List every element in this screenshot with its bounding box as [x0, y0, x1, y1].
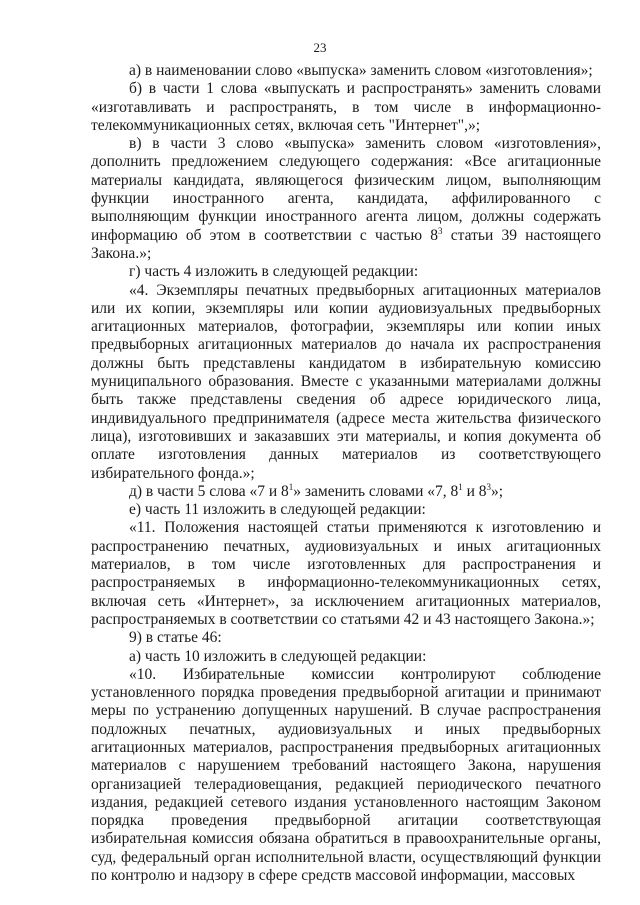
paragraph-v — [91, 135, 601, 263]
paragraph-part-10: «10. Избирательные комиссии контролируют соблюдение установленного порядка проведения предвыборной агитации и принимают меры по устранению допущенных нарушений. В случае распространения подложных печатных, аудиовизуальных и иных предвыборных агитационных материалов, распространения предвыборных агитационных материалов с нарушением требований настоящего Закона, нарушения организацией телерадиовещания, редакцией периодического печатного издания, редакцией сетевого издания установленного настоящим Законом порядка проведения предвыборной агитации соответствующая избирательная комиссия обязана обратиться в правоохранительные органы, суд, федеральный орган исполнительной власти, осуществляющий функции по контролю и надзору в сфере средств массовой информации, массовых — [91, 665, 601, 885]
document-body — [91, 62, 601, 885]
paragraph-d-text-4: »; — [491, 482, 504, 500]
paragraph-v-text-end: статьи 39 настоящего Закона.»; — [91, 226, 602, 262]
paragraph-g: г) часть 4 изложить в следующей редакции: — [129, 263, 419, 281]
paragraph-e: е) часть 11 изложить в следующей редакции: — [129, 501, 426, 519]
superscript: 1 — [288, 481, 294, 492]
paragraph-b: б) в части 1 слова «выпускать и распространять» заменить словами «изготавливать и распространять, в том числе в информационно-телекоммуникационных сетях, включая сеть "Интернет",»; — [91, 80, 601, 134]
paragraph-item-9: 9) в статье 46: — [129, 629, 222, 647]
page-number: 23 — [313, 40, 327, 55]
paragraph-d — [91, 483, 601, 501]
superscript: 3 — [438, 225, 443, 236]
paragraph-a: а) в наименовании слово «выпуска» заменить словом «изготовления»; — [129, 62, 593, 79]
paragraph-part-4: «4. Экземпляры печатных предвыборных агитационных материалов или их копии, экземпляры или копии аудиовизуальных предвыборных агитационных материалов, фотографии, экземпляры или копии иных предвыборных агитационных материалов до начала их распространения должны быть представлены кандидатом в избирательную комиссию муниципального образования. Вместе с указанными материалами должны быть также представлены сведения об адресе юридического лица, индивидуального предпринимателя (адресе места жительства физического лица), изготовивших и заказавших эти материалы, и копия документа об оплате изготовления данных материалов из соответствующего избирательного фонда.»; — [91, 281, 601, 482]
paragraph-d-text-3: и 8 — [462, 482, 487, 500]
paragraph-v-text: в) в части 3 слово «выпуска» заменить словом «изготовления», дополнить предложением следующего содержания: «Все агитационные материалы кандидата, являющегося физическим лицом, выполняющим функции иностранного агента, кандидата, аффилированного с выполняющим функции иностранного агента лицом, должны содержать информацию об этом в соответствии с частью 8 — [91, 135, 601, 244]
paragraph-d-text-2: » заменить словами «7, 8 — [293, 482, 459, 500]
superscript: 3 — [486, 481, 492, 492]
superscript: 1 — [458, 481, 463, 492]
paragraph-d-text-1: д) в части 5 слова «7 и 8 — [129, 482, 289, 500]
paragraph-a-2: а) часть 10 изложить в следующей редакции: — [129, 647, 427, 665]
paragraph-part-11: «11. Положения настоящей статьи применяются к изготовлению и распространению печатных, аудиовизуальных и иных агитационных материалов, в том числе изготовленных для распространения и распространяемых в информационно-телекоммуникационных сетях, включая сеть «Интернет», за исключением агитационных материалов, распространяемых в соответствии со статьями 42 и 43 настоящего Закона.»; — [91, 519, 601, 628]
